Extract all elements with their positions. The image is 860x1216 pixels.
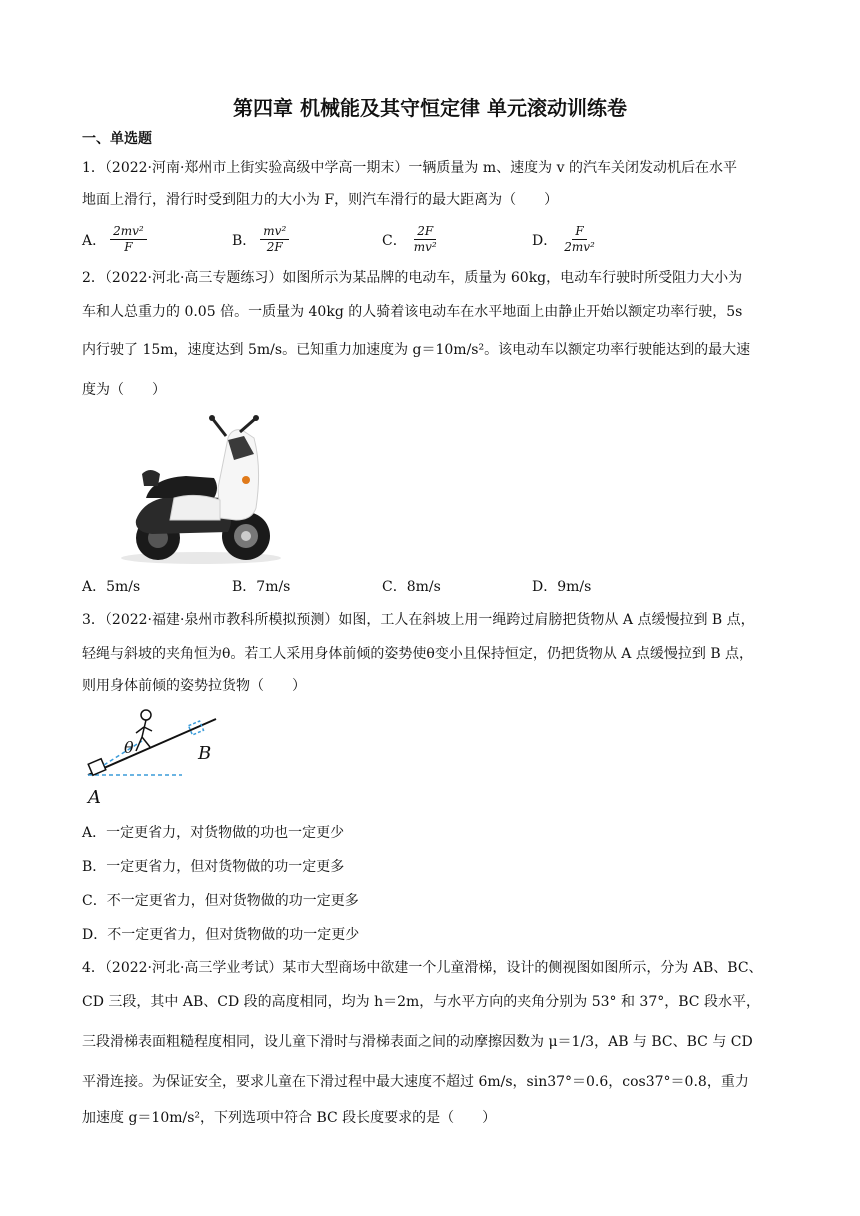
q2-line-2: 车和人总重力的 0.05 倍。一质量为 40kg 的人骑着该电动车在水平地面上由静止开始以额定功率行驶，5s — [82, 304, 743, 320]
q3-option-d[interactable]: D．不一定更省力，但对货物做的功一定更少 — [82, 927, 360, 943]
q4-line-4: 平滑连接。为保证安全，要求儿童在下滑过程中最大速度不超过 6m/s，sin37°＝0.6，cos37°＝0.8，重力 — [82, 1074, 749, 1090]
q2-option-c[interactable]: C．8m/s — [382, 579, 441, 595]
numerator: 2mv² — [110, 224, 147, 240]
q1-option-c[interactable] — [382, 224, 532, 255]
q2-options — [82, 576, 682, 596]
numerator: 2F — [414, 224, 436, 240]
q3-line-1: 3．（2022·福建·泉州市教科所模拟预测）如图，工人在斜坡上用一绳跨过肩膀把货物从 A 点缓慢拉到 B 点， — [82, 612, 755, 628]
q3-line-3: 则用身体前倾的姿势拉货物（ ） — [82, 678, 306, 694]
q4-line-3: 三段滑梯表面粗糙程度相同，设儿童下滑时与滑梯表面之间的动摩擦因数为 μ＝1/3，AB 与 BC、BC 与 CD — [82, 1034, 753, 1050]
numerator: F — [572, 224, 586, 240]
denominator: 2F — [266, 240, 283, 254]
denominator: mv² — [413, 240, 437, 254]
point-b-label: B — [198, 743, 212, 764]
q1-line-1: 1．（2022·河南·郑州市上街实验高级中学高一期末）一辆质量为 m、速度为 v 的汽车关闭发动机后在水平 — [82, 160, 737, 176]
option-label: A． — [82, 232, 107, 249]
q1-line-2: 地面上滑行，滑行时受到阻力的大小为 F，则汽车滑行的最大距离为（ ） — [82, 192, 559, 208]
slope-diagram — [82, 703, 222, 807]
q2-line-3: 内行驶了 15m，速度达到 5m/s。已知重力加速度为 g＝10m/s²。该电动车以额定功率行驶能达到的最大速 — [82, 342, 751, 358]
q3-line-2: 轻绳与斜坡的夹角恒为θ。若工人采用身体前倾的姿势使θ变小且保持恒定，仍把货物从 A 点缓慢拉到 B 点， — [82, 646, 754, 662]
section-heading: 一、单选题 — [82, 131, 152, 147]
fraction — [561, 224, 598, 255]
scooter-image — [116, 408, 286, 566]
fraction — [260, 224, 289, 255]
numerator: mv² — [260, 224, 289, 240]
q3-option-b[interactable]: B．一定更省力，但对货物做的功一定更多 — [82, 859, 345, 875]
q3-option-c[interactable]: C．不一定更省力，但对货物做的功一定更多 — [82, 893, 359, 909]
option-label: C． — [382, 232, 407, 249]
q2-option-a[interactable]: A．5m/s — [82, 579, 141, 595]
q3-option-a[interactable]: A．一定更省力，对货物做的功也一定更少 — [82, 825, 345, 841]
q2-line-1: 2．（2022·河北·高三专题练习）如图所示为某品牌的电动车，质量为 60kg，电动车行驶时所受阻力大小为 — [82, 270, 743, 286]
fraction — [411, 224, 440, 255]
denominator: 2mv² — [564, 240, 595, 254]
q2-option-b[interactable]: B．7m/s — [232, 579, 291, 595]
point-a-label: A — [88, 787, 101, 807]
q2-line-4: 度为（ ） — [82, 382, 166, 398]
q4-line-1: 4．（2022·河北·高三学业考试）某市大型商场中欲建一个儿童滑梯，设计的侧视图如图所示，分为 AB、BC、 — [82, 960, 763, 976]
q1-option-b[interactable] — [232, 224, 382, 255]
denominator: F — [124, 240, 133, 254]
fraction — [110, 224, 147, 255]
page-title: 第四章 机械能及其守恒定律 单元滚动训练卷 — [233, 96, 627, 120]
q2-option-d[interactable]: D．9m/s — [532, 579, 592, 595]
q1-options — [82, 224, 682, 255]
q4-line-5: 加速度 g＝10m/s²，下列选项中符合 BC 段长度要求的是（ ） — [82, 1110, 497, 1126]
q1-option-a[interactable] — [82, 224, 232, 255]
q4-line-2: CD 三段，其中 AB、CD 段的高度相同，均为 h＝2m，与水平方向的夹角分别为 53° 和 37°，BC 段水平， — [82, 994, 760, 1010]
option-label: B． — [232, 232, 257, 249]
option-label: D． — [532, 232, 558, 249]
theta-label: θ — [124, 738, 134, 757]
q1-option-d[interactable] — [532, 224, 682, 255]
